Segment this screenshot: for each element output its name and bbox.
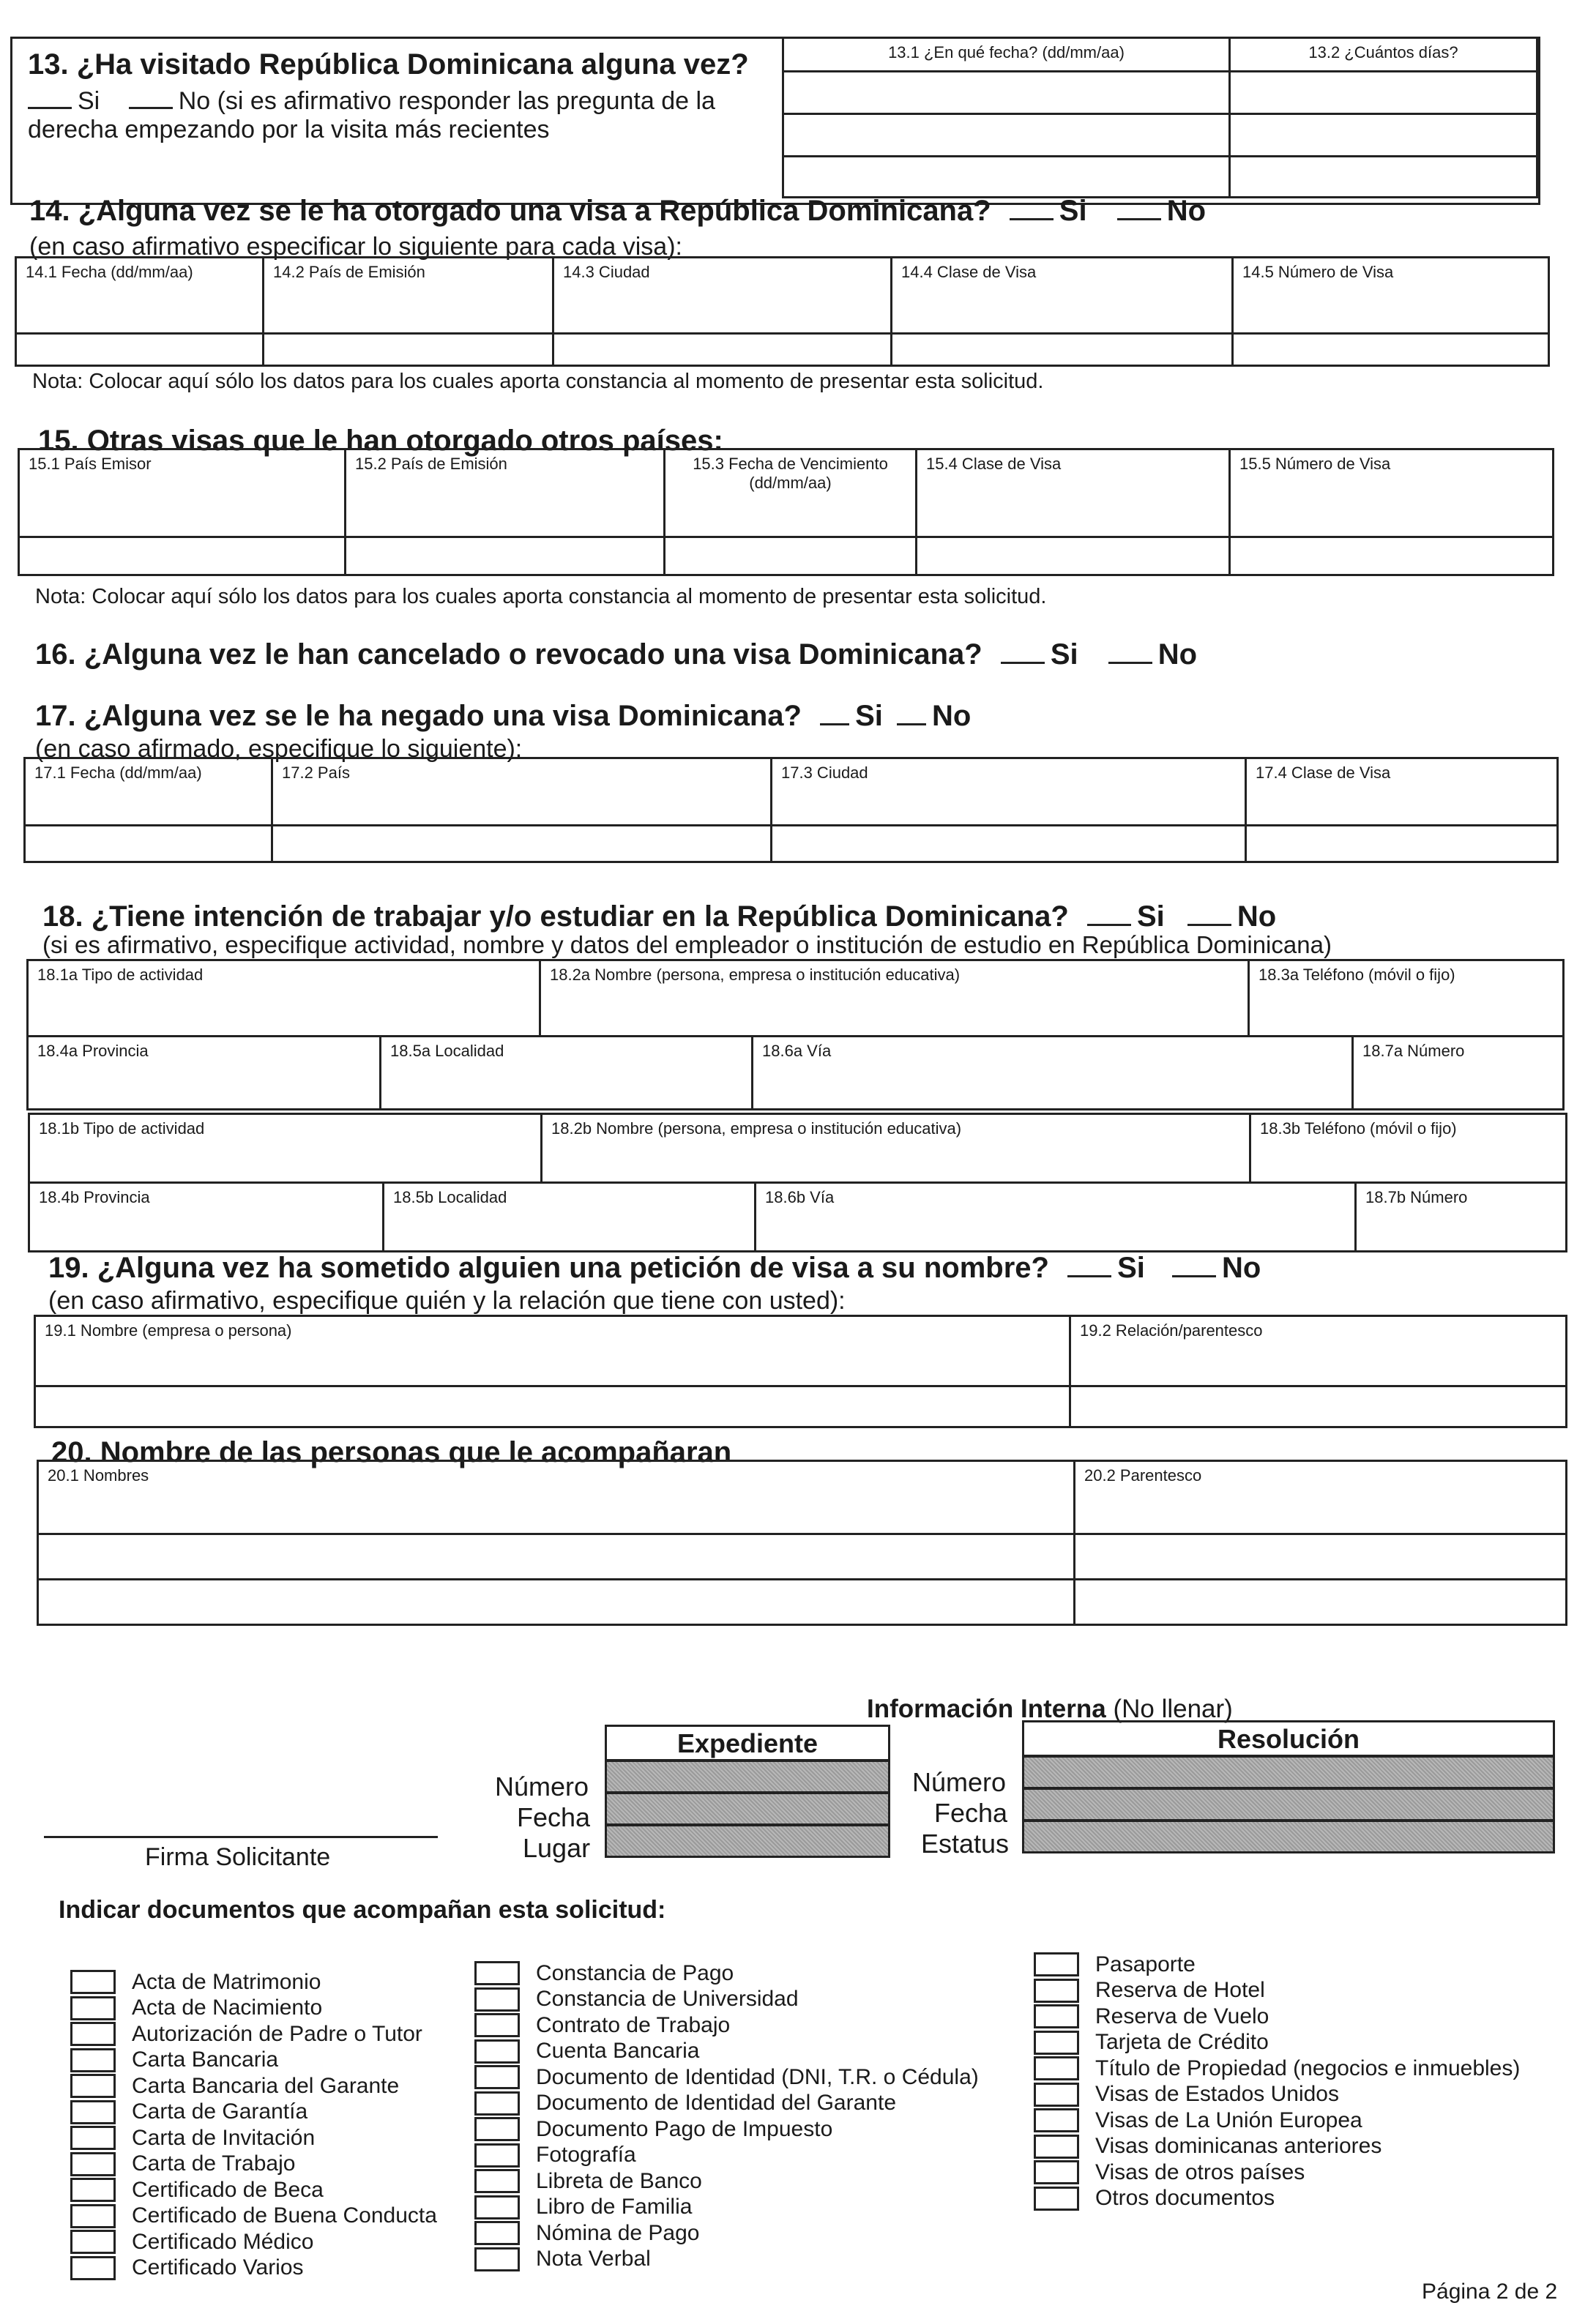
q15-col: 15.3 Fecha de Vencimiento (dd/mm/aa) — [665, 449, 917, 537]
doc-checkbox-label: Nota Verbal — [536, 2247, 651, 2271]
doc-checkbox-label: Nómina de Pago — [536, 2220, 700, 2245]
q18-no-label: No — [1237, 900, 1277, 933]
doc-checkbox-label: Reserva de Vuelo — [1095, 2004, 1269, 2028]
q13-si-label: Si — [78, 87, 100, 115]
q13-cont: derecha empezando por la visita más recientes — [28, 116, 550, 143]
expediente-fecha-cell — [605, 1792, 890, 1826]
q17-si-label: Si — [855, 700, 883, 732]
q13-col-date: 13.1 ¿En qué fecha? (dd/mm/aa) — [783, 38, 1230, 72]
q13-cell[interactable] — [1230, 114, 1537, 157]
doc-checkbox-item[interactable] — [474, 2012, 979, 2039]
doc-checkbox-label: Certificado Médico — [132, 2229, 314, 2254]
q14-no-label: No — [1166, 195, 1207, 227]
q18-title-text: 18. ¿Tiene intención de trabajar y/o estudiar en la República Dominicana? — [42, 900, 1069, 933]
doc-checkbox-item[interactable] — [474, 2039, 979, 2065]
doc-checkbox-item[interactable] — [70, 2125, 437, 2151]
q18a-locality-field[interactable]: 18.5a Localidad — [381, 1037, 753, 1110]
q18a-activity-field[interactable]: 18.1a Tipo de actividad — [28, 960, 540, 1037]
page-number: Página 2 de 2 — [1422, 2280, 1558, 2304]
signature-line[interactable] — [44, 1836, 438, 1838]
q19-col-relation: 19.2 Relación/parentesco — [1070, 1316, 1567, 1386]
doc-checkbox-item[interactable] — [474, 1960, 979, 1987]
doc-checkbox[interactable] — [1034, 2160, 1079, 2184]
q15-cell[interactable] — [346, 537, 665, 575]
q18a-name-field[interactable]: 18.2a Nombre (persona, empresa o institución educativa) — [540, 960, 1249, 1037]
doc-checkbox[interactable] — [70, 2074, 116, 2098]
q20-cell[interactable] — [38, 1534, 1075, 1580]
docs-column-2 — [474, 1960, 979, 2272]
q15-col: 15.4 Clase de Visa — [917, 449, 1230, 537]
doc-checkbox-item[interactable] — [474, 2116, 979, 2143]
doc-checkbox-label: Libro de Familia — [536, 2195, 693, 2219]
doc-checkbox-item[interactable] — [70, 1969, 437, 1995]
q17-col: 17.4 Clase de Visa — [1246, 758, 1558, 826]
q14-col: 14.1 Fecha (dd/mm/aa) — [16, 258, 264, 334]
left-label-fecha: Fecha — [517, 1802, 591, 1832]
doc-checkbox[interactable] — [70, 2230, 116, 2254]
q13-si-blank[interactable] — [28, 85, 72, 109]
q18b-name-field[interactable]: 18.2b Nombre (persona, empresa o institución educativa) — [542, 1114, 1250, 1183]
doc-checkbox-label: Autorización de Padre o Tutor — [132, 2021, 422, 2046]
doc-checkbox-item[interactable] — [1034, 2186, 1520, 2212]
q17-cell[interactable] — [25, 826, 272, 862]
doc-checkbox-item[interactable] — [70, 2047, 437, 2074]
doc-checkbox-item[interactable] — [474, 2143, 979, 2169]
doc-checkbox-label: Certificado de Buena Conducta — [132, 2203, 437, 2228]
doc-checkbox-label: Visas de Estados Unidos — [1095, 2082, 1339, 2107]
doc-checkbox[interactable] — [1034, 2031, 1079, 2055]
q16-no-label: No — [1157, 638, 1198, 671]
q14-col: 14.2 País de Emisión — [264, 258, 553, 334]
q14-note: Nota: Colocar aquí sólo los datos para los cuales aporta constancia al momento de presentar esta solicitud. — [32, 370, 1044, 393]
doc-checkbox-label: Reserva de Hotel — [1095, 1978, 1265, 2003]
doc-checkbox-item[interactable] — [70, 2229, 437, 2255]
q14-sub: (en caso afirmativo especificar lo siguiente para cada visa): — [29, 233, 682, 261]
doc-checkbox-label: Certificado Varios — [132, 2255, 304, 2280]
doc-checkbox-item[interactable] — [474, 2091, 979, 2117]
doc-checkbox-item[interactable] — [1034, 2134, 1520, 2160]
q13-cell[interactable] — [783, 157, 1230, 198]
right-label-fecha: Fecha — [934, 1798, 1008, 1828]
doc-checkbox-label: Certificado de Beca — [132, 2177, 324, 2202]
doc-checkbox-label: Visas dominicanas anteriores — [1095, 2134, 1382, 2159]
doc-checkbox-item[interactable] — [1034, 2107, 1520, 2134]
doc-checkbox-item[interactable] — [1034, 2004, 1520, 2030]
q13-cell[interactable] — [783, 114, 1230, 157]
doc-checkbox[interactable] — [474, 2195, 520, 2219]
doc-checkbox[interactable] — [70, 2152, 116, 2176]
q13-no-blank[interactable] — [129, 85, 173, 109]
doc-checkbox[interactable] — [1034, 2004, 1079, 2028]
q17-cell[interactable] — [272, 826, 772, 862]
doc-checkbox[interactable] — [70, 2126, 116, 2150]
q20-col-names: 20.1 Nombres — [38, 1461, 1075, 1534]
q14-title-text: 14. ¿Alguna vez se le ha otorgado una visa a República Dominicana? — [29, 195, 991, 227]
q18a-phone-field[interactable]: 18.3a Teléfono (móvil o fijo) — [1249, 960, 1564, 1037]
q14-no-blank[interactable] — [1117, 196, 1161, 220]
q16-no-blank[interactable] — [1108, 640, 1152, 664]
doc-checkbox[interactable] — [70, 2178, 116, 2202]
doc-checkbox-label: Documento de Identidad (DNI, T.R. o Cédula) — [536, 2064, 979, 2089]
q18a-row2 — [26, 1035, 1565, 1110]
q19-no-blank[interactable] — [1172, 1253, 1216, 1277]
doc-checkbox-item[interactable] — [474, 2064, 979, 2091]
docs-column-3 — [1034, 1952, 1520, 2211]
q15-cell[interactable] — [19, 537, 346, 575]
q18b-phone-field[interactable]: 18.3b Teléfono (móvil o fijo) — [1250, 1114, 1567, 1183]
doc-checkbox[interactable] — [474, 1961, 520, 1985]
doc-checkbox[interactable] — [474, 2247, 520, 2271]
left-label-numero: Número — [495, 1771, 589, 1802]
doc-checkbox-label: Cuenta Bancaria — [536, 2039, 700, 2064]
q17-title-text: 17. ¿Alguna vez se le ha negado una visa Dominicana? — [35, 700, 802, 732]
doc-checkbox-item[interactable] — [70, 2203, 437, 2230]
q17-col: 17.3 Ciudad — [772, 758, 1246, 826]
doc-checkbox[interactable] — [1034, 2083, 1079, 2107]
q17-col: 17.1 Fecha (dd/mm/aa) — [25, 758, 272, 826]
q17-col: 17.2 País — [272, 758, 772, 826]
q14-col: 14.4 Clase de Visa — [892, 258, 1233, 334]
doc-checkbox-label: Libreta de Banco — [536, 2168, 702, 2193]
q15-col: 15.1 País Emisor — [19, 449, 346, 537]
q13-options — [28, 85, 715, 116]
doc-checkbox-label: Contrato de Trabajo — [536, 2012, 731, 2037]
doc-checkbox-label: Otros documentos — [1095, 2186, 1275, 2211]
expediente-label: Expediente — [676, 1728, 818, 1758]
docs-title: Indicar documentos que acompañan esta solicitud: — [59, 1896, 666, 1924]
q18a-number-field[interactable]: 18.7a Número — [1353, 1037, 1564, 1110]
doc-checkbox-label: Tarjeta de Crédito — [1095, 2030, 1269, 2055]
doc-checkbox[interactable] — [70, 1996, 116, 2020]
signature-label: Firma Solicitante — [145, 1843, 331, 1871]
doc-checkbox[interactable] — [1034, 1952, 1079, 1976]
q20-cell[interactable] — [1075, 1534, 1567, 1580]
doc-checkbox[interactable] — [1034, 1979, 1079, 2003]
q19-si-blank[interactable] — [1067, 1253, 1111, 1277]
doc-checkbox-label: Carta Bancaria del Garante — [132, 2073, 400, 2098]
doc-checkbox-item[interactable] — [70, 2021, 437, 2047]
doc-checkbox-label: Pasaporte — [1095, 1952, 1196, 1976]
doc-checkbox[interactable] — [70, 2204, 116, 2228]
doc-checkbox-item[interactable] — [474, 2247, 979, 2273]
q14-col: 14.5 Número de Visa — [1233, 258, 1549, 334]
q14-si-blank[interactable] — [1010, 196, 1054, 220]
doc-checkbox-label: Acta de Matrimonio — [132, 1969, 321, 1994]
q13-cell[interactable] — [1230, 157, 1537, 198]
doc-checkbox[interactable] — [474, 2143, 520, 2168]
doc-checkbox-item[interactable] — [70, 2151, 437, 2178]
doc-checkbox[interactable] — [474, 2039, 520, 2064]
q20-title: 20. Nombre de las personas que le acompañaran — [51, 1436, 732, 1468]
q20-cell[interactable] — [1075, 1580, 1567, 1625]
q16-title — [35, 638, 1197, 671]
q17-table — [23, 757, 1559, 863]
resolucion-estatus-cell — [1022, 1820, 1555, 1853]
expediente-header — [605, 1725, 890, 1761]
q20-col-relation: 20.2 Parentesco — [1075, 1461, 1567, 1534]
q18b-number-field[interactable]: 18.7b Número — [1356, 1183, 1567, 1252]
doc-checkbox-item[interactable] — [474, 2195, 979, 2221]
q15-col: 15.2 País de Emisión — [346, 449, 665, 537]
right-label-estatus: Estatus — [921, 1829, 1010, 1859]
internal-title-rest: (No llenar) — [1113, 1695, 1233, 1723]
q18-title — [42, 900, 1276, 933]
q19-title — [48, 1252, 1261, 1285]
q15-title: 15. Otras visas que le han otorgado otros países: — [38, 425, 723, 457]
doc-checkbox[interactable] — [1034, 2187, 1079, 2211]
doc-checkbox-item[interactable] — [1034, 2056, 1520, 2082]
doc-checkbox[interactable] — [1034, 2135, 1079, 2159]
doc-checkbox-label: Documento Pago de Impuesto — [536, 2116, 833, 2141]
q18a-province-field[interactable]: 18.4a Provincia — [28, 1037, 381, 1110]
q13-table — [782, 37, 1538, 198]
doc-checkbox[interactable] — [474, 2065, 520, 2089]
doc-checkbox-label: Carta de Garantía — [132, 2099, 308, 2124]
q15-cell[interactable] — [1230, 537, 1554, 575]
q18-no-blank[interactable] — [1187, 902, 1231, 926]
left-label-lugar: Lugar — [523, 1833, 591, 1863]
doc-checkbox-label: Visas de La Unión Europea — [1095, 2107, 1362, 2132]
doc-checkbox[interactable] — [474, 2221, 520, 2245]
q14-cell[interactable] — [16, 334, 264, 366]
doc-checkbox[interactable] — [1034, 2056, 1079, 2080]
resolucion-numero-cell — [1022, 1755, 1555, 1789]
q19-sub: (en caso afirmativo, especifique quién y la relación que tiene con usted): — [48, 1287, 846, 1315]
q18-si-blank[interactable] — [1087, 902, 1131, 926]
q20-table — [37, 1460, 1567, 1626]
q15-table — [18, 448, 1554, 576]
internal-title — [867, 1695, 1233, 1724]
internal-title-bold: Información Interna — [867, 1695, 1106, 1723]
q14-cell[interactable] — [1233, 334, 1549, 366]
q19-title-text: 19. ¿Alguna vez ha sometido alguien una petición de visa a su nombre? — [48, 1252, 1049, 1284]
q17-no-blank[interactable] — [897, 701, 926, 725]
q13-col-days: 13.2 ¿Cuántos días? — [1230, 38, 1537, 72]
q13-title: 13. ¿Ha visitado República Dominicana alguna vez? — [28, 48, 749, 81]
doc-checkbox[interactable] — [474, 1987, 520, 2012]
q14-cell[interactable] — [892, 334, 1233, 366]
q19-cell[interactable] — [35, 1386, 1070, 1427]
doc-checkbox[interactable] — [474, 2091, 520, 2116]
q18b-street-field[interactable]: 18.6b Vía — [756, 1183, 1356, 1252]
doc-checkbox-item[interactable] — [474, 1987, 979, 2013]
doc-checkbox[interactable] — [474, 2013, 520, 2037]
q19-col-name: 19.1 Nombre (empresa o persona) — [35, 1316, 1070, 1386]
resolucion-label: Resolución — [1217, 1724, 1360, 1754]
docs-column-1 — [70, 1969, 437, 2281]
expediente-lugar-cell — [605, 1824, 890, 1858]
q18-sub: (si es afirmativo, especifique actividad, nombre y datos del empleador o institución de estudio en República Dominicana) — [42, 931, 1332, 958]
doc-checkbox-item[interactable] — [474, 2220, 979, 2247]
doc-checkbox[interactable] — [70, 2022, 116, 2046]
q17-no-label: No — [932, 700, 972, 732]
doc-checkbox-label: Constancia de Universidad — [536, 1987, 799, 2012]
expediente-numero-cell — [605, 1760, 890, 1793]
q14-si-label: Si — [1059, 195, 1087, 227]
doc-checkbox-item[interactable] — [70, 2255, 437, 2282]
doc-checkbox-item[interactable] — [1034, 1978, 1520, 2004]
q18b-row1 — [28, 1113, 1567, 1184]
q14-table — [15, 256, 1550, 367]
q17-sub: (en caso afirmado, especifique lo siguiente): — [35, 735, 523, 763]
q15-note: Nota: Colocar aquí sólo los datos para los cuales aporta constancia al momento de presentar esta solicitud. — [35, 585, 1047, 608]
q16-si-blank[interactable] — [1001, 640, 1045, 664]
q18b-locality-field[interactable]: 18.5b Localidad — [384, 1183, 756, 1252]
q17-title — [35, 700, 971, 733]
doc-checkbox-label: Título de Propiedad (negocios e inmuebles) — [1095, 2056, 1521, 2080]
q14-cell[interactable] — [264, 334, 553, 366]
q19-table — [34, 1315, 1567, 1428]
q18b-activity-field[interactable]: 18.1b Tipo de actividad — [29, 1114, 542, 1183]
doc-checkbox[interactable] — [70, 2048, 116, 2072]
doc-checkbox-label: Acta de Nacimiento — [132, 1995, 323, 2020]
q17-si-blank[interactable] — [820, 701, 849, 725]
doc-checkbox-item[interactable] — [70, 2073, 437, 2099]
q13-cell[interactable] — [783, 72, 1230, 114]
q19-si-label: Si — [1117, 1252, 1145, 1284]
q19-no-label: No — [1222, 1252, 1261, 1284]
doc-checkbox-label: Carta Bancaria — [132, 2047, 279, 2072]
doc-checkbox-item[interactable] — [1034, 1952, 1520, 1978]
q18b-province-field[interactable]: 18.4b Provincia — [29, 1183, 384, 1252]
q16-title-text: 16. ¿Alguna vez le han cancelado o revocado una visa Dominicana? — [35, 638, 982, 671]
doc-checkbox-item[interactable] — [1034, 2030, 1520, 2056]
doc-checkbox-label: Documento de Identidad del Garante — [536, 2091, 896, 2116]
q16-si-label: Si — [1050, 638, 1078, 671]
q19-cell[interactable] — [1070, 1386, 1567, 1427]
q13-cell[interactable] — [1230, 72, 1537, 114]
q18a-row1 — [26, 959, 1565, 1037]
doc-checkbox-label: Visas de otros países — [1095, 2159, 1305, 2184]
doc-checkbox-label: Constancia de Pago — [536, 1960, 734, 1985]
doc-checkbox-item[interactable] — [474, 2168, 979, 2195]
resolucion-header — [1022, 1720, 1555, 1757]
doc-checkbox-label: Carta de Invitación — [132, 2125, 316, 2150]
resolucion-fecha-cell — [1022, 1788, 1555, 1821]
q18a-street-field[interactable]: 18.6a Vía — [753, 1037, 1353, 1110]
q14-col: 14.3 Ciudad — [553, 258, 892, 334]
q15-cell[interactable] — [665, 537, 917, 575]
q20-cell[interactable] — [38, 1580, 1075, 1625]
doc-checkbox-item[interactable] — [1034, 2082, 1520, 2108]
q13-no-label: No (si es afirmativo responder las pregunta de la — [178, 87, 715, 115]
doc-checkbox[interactable] — [70, 1970, 116, 1994]
doc-checkbox-item[interactable] — [70, 2177, 437, 2203]
q18b-row2 — [28, 1181, 1567, 1252]
doc-checkbox[interactable] — [1034, 2108, 1079, 2132]
right-label-numero: Número — [912, 1767, 1007, 1797]
doc-checkbox-item[interactable] — [1034, 2159, 1520, 2186]
q15-cell[interactable] — [917, 537, 1230, 575]
doc-checkbox-item[interactable] — [70, 1995, 437, 2022]
doc-checkbox[interactable] — [474, 2117, 520, 2141]
doc-checkbox[interactable] — [70, 2100, 116, 2124]
doc-checkbox[interactable] — [474, 2169, 520, 2193]
doc-checkbox-label: Carta de Trabajo — [132, 2151, 296, 2176]
q15-col: 15.5 Número de Visa — [1230, 449, 1554, 537]
q14-cell[interactable] — [553, 334, 892, 366]
doc-checkbox-label: Fotografía — [536, 2143, 636, 2168]
q14-title — [29, 195, 1206, 228]
q17-cell[interactable] — [772, 826, 1246, 862]
q18-si-label: Si — [1136, 900, 1165, 933]
doc-checkbox-item[interactable] — [70, 2099, 437, 2126]
doc-checkbox[interactable] — [70, 2256, 116, 2280]
q17-cell[interactable] — [1246, 826, 1558, 862]
